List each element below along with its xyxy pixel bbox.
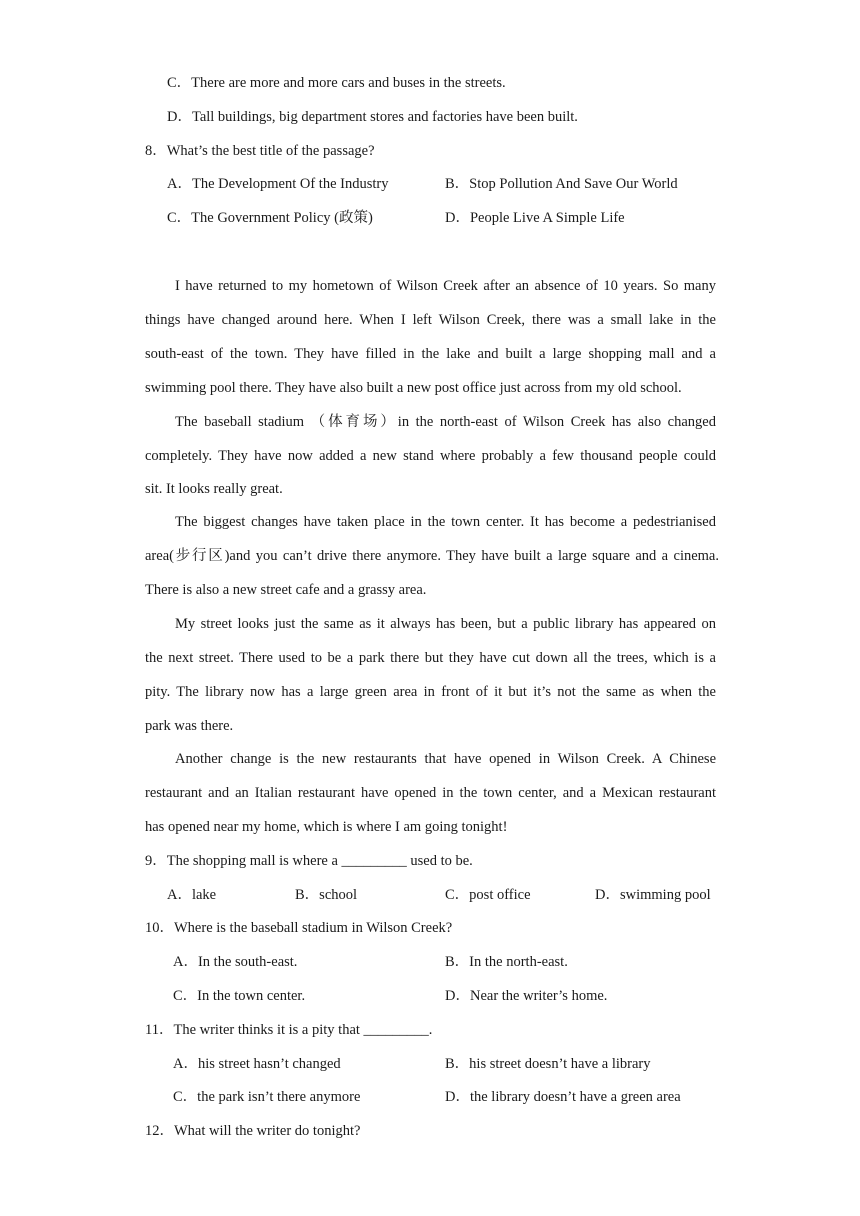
q8-option-d: D．People Live A Simple Life [445, 210, 625, 226]
q11-option-a: A．his street hasn’t changed [173, 1056, 341, 1072]
passage-line: The biggest changes have taken place in the town center. It has become a pedestrianised [175, 514, 716, 530]
q12-stem: 12．What will the writer do tonight? [145, 1123, 361, 1139]
q11-stem: 11．The writer thinks it is a pity that _________. [145, 1022, 433, 1038]
q7-option-c: C．There are more and more cars and buses in the streets. [167, 75, 506, 91]
q8-option-b: B．Stop Pollution And Save Our World [445, 176, 678, 192]
passage-line: I have returned to my hometown of Wilson Creek after an absence of 10 years. So many [175, 278, 716, 294]
passage-line: Another change is the new restaurants that have opened in Wilson Creek. A Chinese [175, 751, 716, 767]
passage-line: has opened near my home, which is where I am going tonight! [145, 819, 508, 835]
q11-option-d: D．the library doesn’t have a green area [445, 1089, 681, 1105]
passage-line: swimming pool there. They have also built a new post office just across from my old school. [145, 380, 682, 396]
q8-option-a: A．The Development Of the Industry [167, 176, 389, 192]
passage-line: completely. They have now added a new stand where probably a few thousand people could [145, 448, 716, 464]
q11-option-c: C．the park isn’t there anymore [173, 1089, 361, 1105]
q10-option-c: C．In the town center. [173, 988, 306, 1004]
q9-stem: 9．The shopping mall is where a _________ used to be. [145, 853, 473, 869]
passage-line: sit. It looks really great. [145, 481, 283, 497]
q9-option-a: A．lake [167, 887, 217, 903]
q11-option-b: B．his street doesn’t have a library [445, 1056, 651, 1072]
passage-line: pity. The library now has a large green area in front of it but it’s not the same as when the [145, 684, 716, 700]
q9-option-b: B．school [295, 887, 358, 903]
q7-option-d: D．Tall buildings, big department stores and factories have been built. [167, 109, 578, 125]
passage-line: south-east of the town. They have filled in the lake and built a large shopping mall and a [145, 346, 716, 362]
q8-option-c: C．The Government Policy (政策) [167, 210, 373, 226]
q9-option-d: D．swimming pool [595, 887, 711, 903]
passage-line: area(步行区)and you can’t drive there anymore. They have built a large square and a cinema. [145, 548, 719, 564]
q10-stem: 10．Where is the baseball stadium in Wilson Creek? [145, 920, 453, 936]
passage-line: things have changed around here. When I left Wilson Creek, there was a small lake in the [145, 312, 716, 328]
q10-option-a: A．In the south-east. [173, 954, 298, 970]
q8-stem: 8．What’s the best title of the passage? [145, 143, 375, 159]
passage-line: The baseball stadium （体育场）in the north-east of Wilson Creek has also changed [175, 414, 716, 430]
passage-line: park was there. [145, 718, 234, 734]
q10-option-d: D．Near the writer’s home. [445, 988, 608, 1004]
passage-line: the next street. There used to be a park there but they have cut down all the trees, which is a [145, 650, 716, 666]
q9-option-c: C．post office [445, 887, 531, 903]
q10-option-b: B．In the north-east. [445, 954, 568, 970]
passage-line: My street looks just the same as it always has been, but a public library has appeared on [175, 616, 716, 632]
passage-line: There is also a new street cafe and a grassy area. [145, 582, 427, 598]
passage-line: restaurant and an Italian restaurant have opened in the town center, and a Mexican restaurant [145, 785, 716, 801]
